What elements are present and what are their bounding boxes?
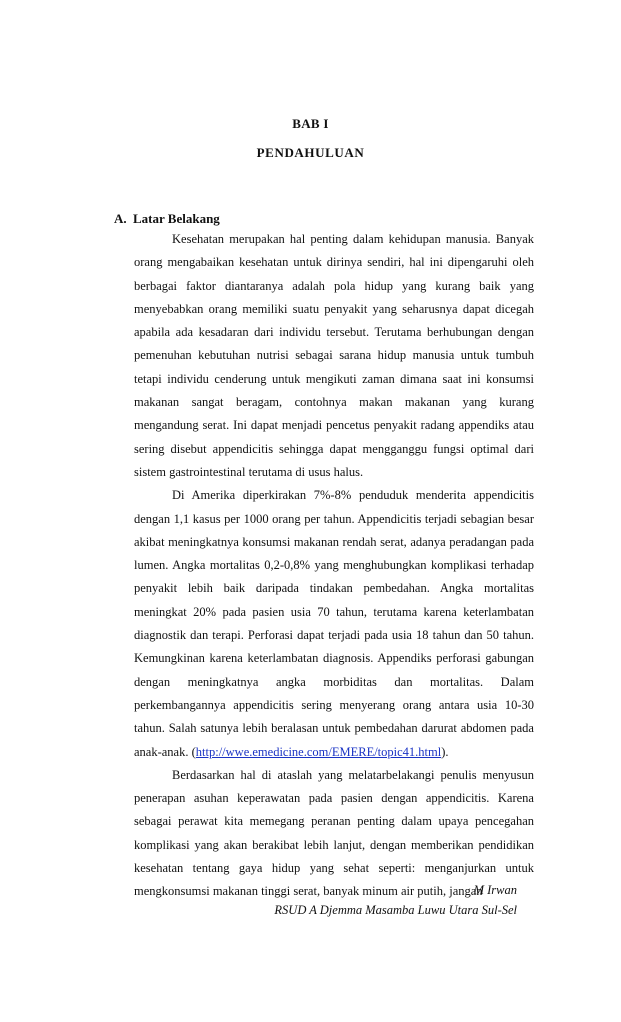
footer-author: M Irwan: [473, 883, 517, 897]
chapter-number: BAB I: [292, 116, 329, 131]
section-heading: [114, 211, 220, 227]
footer-institution: RSUD A Djemma Masamba Luwu Utara Sul-Sel: [274, 903, 517, 917]
paragraph-3: Berdasarkan hal di ataslah yang melatarbelakangi penulis menyusun penerapan asuhan keperawatan pada pasien dengan appendicitis. Karena sebagai perawat kita memegang peranan penting dalam upaya pencegahan komplikasi yang akan berakibat lebih lanjut, dengan memberikan pendidikan kesehatan tentang gaya hidup yang sehat seperti: menganjurkan untuk mengkonsumsi makanan tinggi serat, banyak minum air putih, jangan: [134, 767, 534, 899]
body-text: [134, 228, 534, 904]
paragraph-1: Kesehatan merupakan hal penting dalam kehidupan manusia. Banyak orang mengabaikan kesehatan untuk dirinya sendiri, hal ini dipengaruhi oleh berbagai faktor diantaranya adalah pola hidup yang kurang baik yang menyebabkan orang memiliki suatu penyakit yang seharusnya dapat dicegah apabila ada kesadaran dari individu tersebut. Terutama berhubungan dengan pemenuhan kebutuhan nutrisi sebagai sarana hidup manusia untuk tumbuh tetapi individu cenderung untuk mengikuti zaman dimana saat ini konsumsi makanan sangat beragam, contohnya makan makanan yang kurang mengandung serat. Ini dapat menjadi pencetus penyakit radang appendiks atau sering disebut appendicitis sehingga dapat mengganggu fungsi optimal dari sistem gastrointestinal terutama di usus halus.: [134, 232, 534, 479]
page-footer: [274, 880, 517, 920]
chapter-title: PENDAHULUAN: [256, 145, 365, 160]
reference-link[interactable]: http://wwe.emedicine.com/EMERE/topic41.html: [195, 744, 442, 759]
link-open-paren: (: [191, 744, 196, 759]
paragraph-2-text: Di Amerika diperkirakan 7%-8% penduduk menderita appendicitis dengan 1,1 kasus per 1000 orang per tahun. Appendicitis terjadi sebagian besar akibat meningkatnya konsumsi makanan rendah serat, adanya peradangan pada lumen. Angka mortalitas 0,2-0,8% yang menghubungkan komplikasi terhadap penyakit lebih baik daripada tindakan pembedahan. Angka mortalitas meningkat 20% pada pasien usia 70 tahun, terutama karena keterlambatan diagnostik dan terapi. Perforasi dapat terjadi pada usia 18 tahun dan 50 tahun. Kemungkinan karena keterlambatan diagnosis. Appendiks perforasi gabungan dengan meningkatnya angka morbiditas dan mortalitas. Dalam perkembangannya appendicitis sering menyerang orang antara usia 10-30 tahun. Salah satunya lebih beralasan untuk pembedahan darurat abdomen pada anak-anak.: [134, 488, 534, 759]
paragraph-2: [134, 484, 534, 764]
section-label: A.: [114, 211, 127, 226]
link-close-paren: ).: [441, 744, 449, 759]
section-title: Latar Belakang: [133, 211, 220, 226]
